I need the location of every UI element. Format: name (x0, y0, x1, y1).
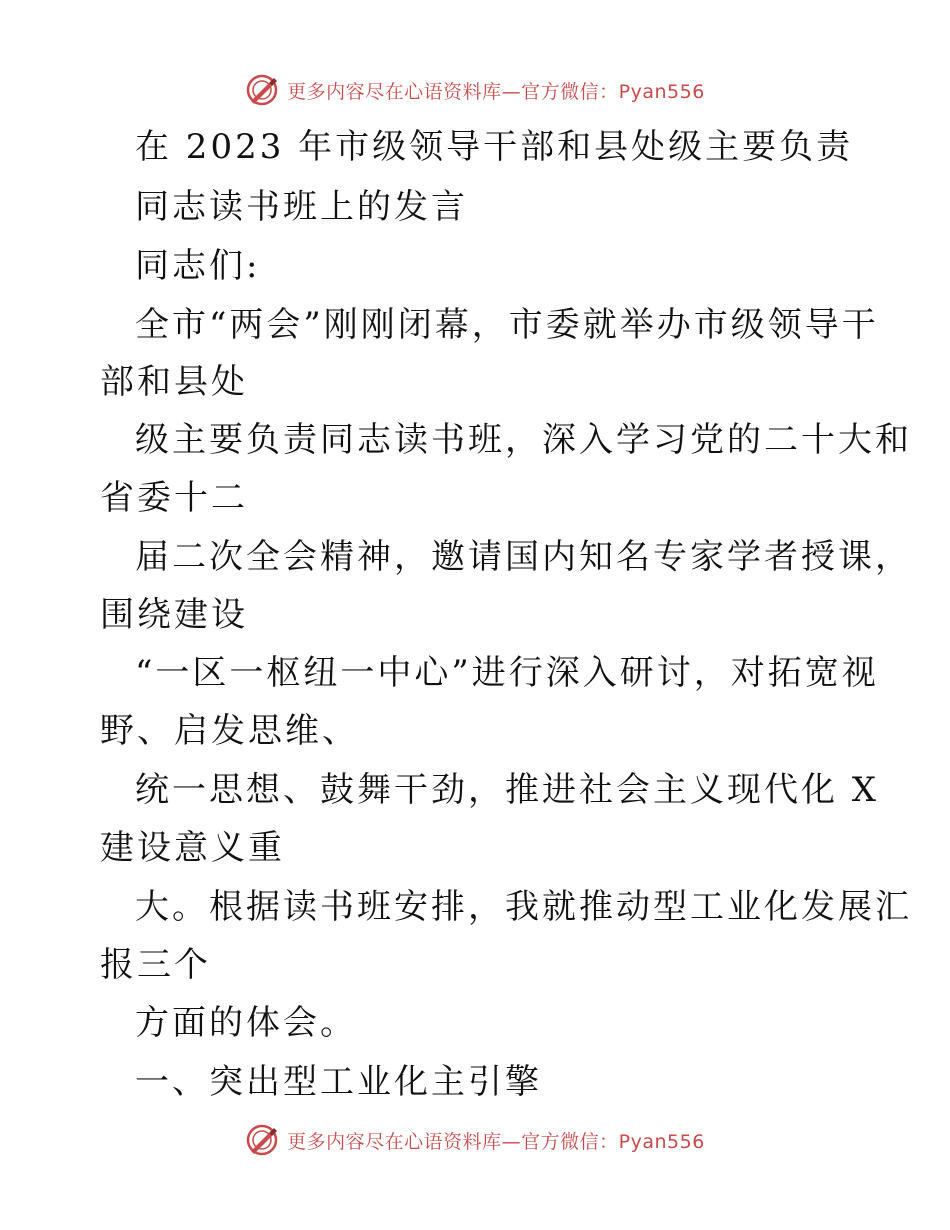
paragraph-line: 野、启发思维、 (100, 711, 359, 751)
watermark-banner-bottom (0, 1120, 950, 1160)
section-heading: 一、突出型工业化主引擎 (135, 1062, 542, 1102)
pen-circle-logo-icon (245, 1123, 279, 1157)
watermark-handle: Pyan556 (618, 1130, 705, 1153)
paragraph-line: 级主要负责同志读书班，深入学习党的二十大和 (135, 420, 912, 460)
paragraph-line: 全市“两会”刚刚闭幕，市委就举办市级领导干 (135, 305, 879, 345)
paragraph-line: 报三个 (100, 945, 211, 985)
paragraph-line: 方面的体会。 (135, 1003, 357, 1043)
paragraph-line: 围绕建设 (100, 595, 248, 635)
paragraph-line: 届二次全会精神，邀请国内知名专家学者授课， (135, 537, 912, 577)
document-title-line-2: 同志读书班上的发言 (135, 187, 468, 227)
watermark-handle: Pyan556 (618, 80, 705, 103)
pen-circle-logo-icon (245, 73, 279, 107)
paragraph-line: 建设意义重 (100, 828, 285, 868)
paragraph-line: 统一思想、鼓舞干劲，推进社会主义现代化 X (135, 770, 880, 810)
watermark-text: 更多内容尽在心语资料库—官方微信： (287, 80, 619, 103)
document-title-line-1: 在 2023 年市级领导干部和县处级主要负责 (135, 127, 854, 167)
paragraph-line: 省委十二 (100, 478, 248, 518)
watermark-banner-top (0, 70, 950, 110)
paragraph-line: “一区一枢纽一中心”进行深入研讨，对拓宽视 (135, 653, 879, 693)
watermark-text: 更多内容尽在心语资料库—官方微信： (287, 1130, 619, 1153)
salutation: 同志们: (135, 246, 261, 286)
paragraph-line: 大。根据读书班安排，我就推动型工业化发展汇 (135, 887, 912, 927)
paragraph-line: 部和县处 (100, 362, 248, 402)
